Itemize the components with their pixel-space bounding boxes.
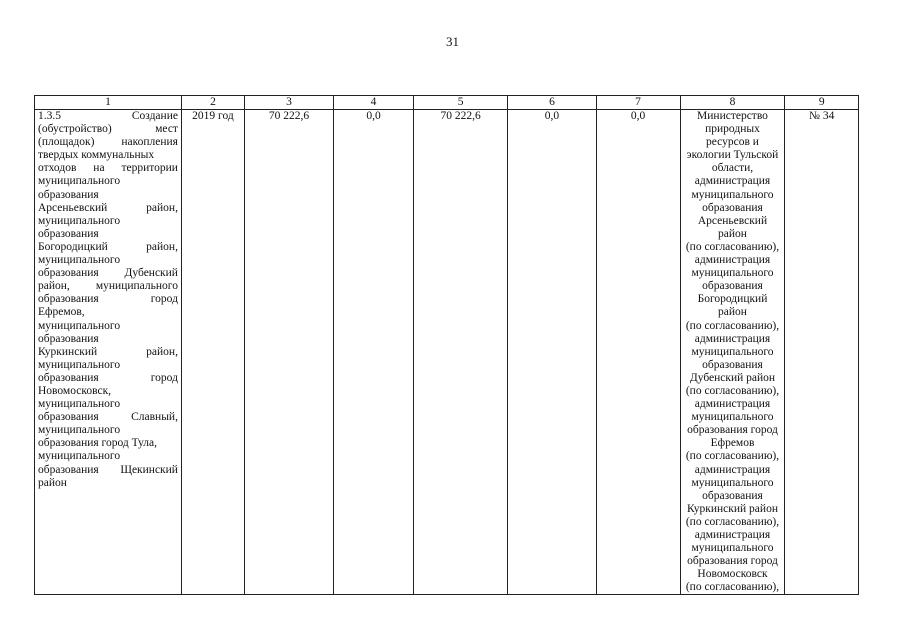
text-line: (по согласованию), bbox=[685, 319, 780, 332]
text-line: администрация bbox=[694, 529, 771, 541]
text-line: район bbox=[718, 306, 747, 319]
total-funding-cell: 70 222,6 bbox=[244, 110, 333, 595]
responsible-cell bbox=[680, 110, 785, 595]
table-header-row bbox=[35, 96, 859, 110]
page-number: 31 bbox=[446, 34, 459, 49]
text-line: муниципального bbox=[38, 175, 121, 188]
header-col-3: 3 bbox=[244, 96, 333, 110]
indicator-cell: № 34 bbox=[785, 110, 859, 595]
text-line: Богородицкий bbox=[697, 293, 768, 306]
text-line: природных bbox=[705, 123, 760, 136]
funding-col6-cell: 0,0 bbox=[508, 110, 596, 595]
text-line: области, bbox=[711, 162, 754, 175]
header-col-2: 2 bbox=[181, 96, 244, 110]
text-line: Ефремов, bbox=[38, 306, 85, 319]
text-line: Новомосковск, bbox=[38, 384, 112, 397]
header-col-8: 8 bbox=[680, 96, 785, 110]
text-line: Арсеньевский район, bbox=[38, 201, 178, 214]
text-line: 1.3.5 Создание bbox=[38, 110, 178, 122]
year-cell: 2019 год bbox=[181, 110, 244, 595]
text-line: муниципального bbox=[691, 345, 774, 358]
text-line: образования Щекинский bbox=[38, 463, 178, 476]
text-line: образования город bbox=[38, 371, 178, 384]
text-line: Богородицкий район, bbox=[38, 240, 178, 253]
text-line: образования город Тула, bbox=[38, 437, 158, 450]
text-line: ресурсов и bbox=[706, 136, 759, 149]
text-line: муниципального bbox=[38, 358, 121, 371]
text-line: образования город bbox=[687, 424, 778, 437]
text-line: образования Дубенский bbox=[38, 267, 178, 280]
text-line: образования bbox=[702, 358, 763, 371]
header-col-4: 4 bbox=[334, 96, 414, 110]
text-line: Куркинский район, bbox=[38, 345, 178, 358]
text-line: Министерство bbox=[697, 110, 768, 122]
header-col-5: 5 bbox=[413, 96, 507, 110]
text-line: образования bbox=[38, 332, 99, 345]
header-col-9: 9 bbox=[785, 96, 859, 110]
text-line: Новомосковск bbox=[697, 568, 768, 581]
text-line: Дубенский район bbox=[689, 371, 776, 384]
text-line: (по согласованию), bbox=[685, 581, 780, 594]
text-line: (обустройство) мест bbox=[38, 123, 178, 136]
text-line: экологии Тульской bbox=[686, 149, 779, 162]
text-line: (по согласованию), bbox=[685, 515, 780, 528]
text-line: муниципального bbox=[38, 424, 121, 437]
table-row bbox=[35, 110, 859, 595]
text-line: администрация bbox=[694, 175, 771, 188]
header-col-7: 7 bbox=[596, 96, 680, 110]
text-line: муниципального bbox=[38, 450, 121, 463]
text-line: образования Славный, bbox=[38, 411, 178, 424]
text-line: муниципального bbox=[38, 319, 121, 332]
text-line: образования bbox=[38, 227, 99, 240]
text-line: (по согласованию), bbox=[685, 450, 780, 463]
funding-col7-cell: 0,0 bbox=[596, 110, 680, 595]
header-col-6: 6 bbox=[508, 96, 596, 110]
text-line: образования bbox=[702, 489, 763, 502]
text-line: Ефремов bbox=[710, 437, 755, 450]
text-line: (по согласованию), bbox=[685, 384, 780, 397]
text-line: муниципального bbox=[691, 267, 774, 280]
text-line: отходов на территории bbox=[38, 162, 178, 175]
text-line: администрация bbox=[694, 463, 771, 476]
text-line: (площадок) накопления bbox=[38, 136, 178, 149]
text-line: (по согласованию), bbox=[685, 240, 780, 253]
text-line: муниципального bbox=[691, 476, 774, 489]
measure-name-cell bbox=[35, 110, 182, 595]
text-line: муниципального bbox=[38, 254, 121, 267]
text-line: Куркинский район bbox=[686, 502, 778, 515]
text-line: образования город bbox=[38, 293, 178, 306]
text-line: муниципального bbox=[691, 411, 774, 424]
text-line: муниципального bbox=[691, 188, 774, 201]
text-line: район bbox=[718, 227, 747, 240]
text-line: муниципального bbox=[38, 398, 121, 411]
funding-col4-cell: 0,0 bbox=[334, 110, 414, 595]
text-line: район bbox=[38, 476, 67, 489]
text-line: администрация bbox=[694, 332, 771, 345]
text-line: образования bbox=[38, 188, 99, 201]
text-line: Арсеньевский bbox=[697, 214, 768, 227]
text-line: администрация bbox=[694, 254, 771, 267]
header-col-1: 1 bbox=[35, 96, 182, 110]
funding-col5-cell: 70 222,6 bbox=[413, 110, 507, 595]
measures-table bbox=[34, 95, 859, 595]
text-line: образования bbox=[702, 201, 763, 214]
text-line: образования bbox=[702, 280, 763, 293]
text-line: твердых коммунальных bbox=[38, 149, 155, 162]
text-line: муниципального bbox=[38, 214, 121, 227]
text-line: район, муниципального bbox=[38, 280, 178, 293]
text-line: муниципального bbox=[691, 542, 774, 555]
text-line: образования город bbox=[687, 555, 778, 568]
text-line: администрация bbox=[694, 398, 771, 411]
